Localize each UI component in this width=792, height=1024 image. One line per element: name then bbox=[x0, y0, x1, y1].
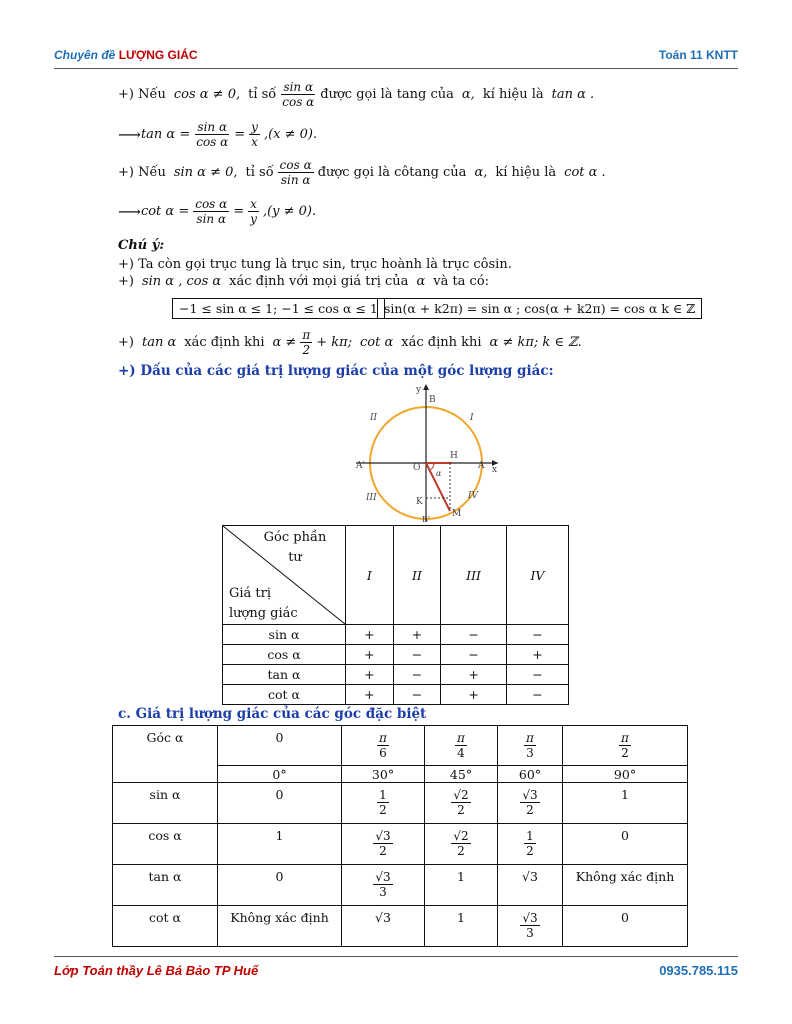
numerator: π bbox=[526, 731, 534, 745]
note-line-1: +) Ta còn gọi trục tung là trục sin, trục hoành là trục côsin. bbox=[118, 257, 512, 272]
fraction bbox=[278, 158, 314, 187]
row-label: sin α bbox=[113, 783, 218, 824]
rad-cell bbox=[425, 726, 498, 766]
cot-formula-line bbox=[118, 197, 316, 226]
denominator: cos α bbox=[282, 95, 315, 109]
sign-cell: − bbox=[393, 665, 441, 685]
denominator: y bbox=[250, 212, 257, 226]
quadrant-header: II bbox=[393, 526, 441, 625]
math: sin α ≠ 0, bbox=[173, 165, 238, 180]
numerator: π bbox=[379, 731, 387, 745]
table-row bbox=[113, 906, 688, 947]
deg-cell: 45° bbox=[425, 766, 498, 783]
math: = bbox=[233, 204, 245, 219]
header-prefix: Chuyên đề bbox=[54, 48, 116, 62]
math: tan α . bbox=[551, 87, 595, 102]
denominator: sin α bbox=[196, 212, 227, 226]
sign-cell: + bbox=[346, 665, 394, 685]
math: sin α , cos α bbox=[141, 274, 222, 289]
table-corner bbox=[223, 526, 346, 625]
numerator: 1 bbox=[379, 788, 387, 802]
table-row bbox=[113, 783, 688, 824]
math: cot α . bbox=[564, 165, 606, 180]
quadrant-2-label: II bbox=[370, 413, 378, 423]
value-cell: 0 bbox=[563, 824, 688, 865]
tan-definition-line bbox=[118, 80, 594, 109]
text: +) bbox=[118, 274, 134, 289]
numerator: √3 bbox=[375, 870, 391, 884]
numerator: π bbox=[457, 731, 465, 745]
numerator: π bbox=[621, 731, 629, 745]
math: α ≠ bbox=[272, 335, 297, 350]
table-row bbox=[113, 726, 688, 766]
page-header bbox=[54, 46, 738, 69]
text: tỉ số bbox=[245, 165, 274, 180]
text: tỉ số bbox=[248, 87, 277, 102]
text: +) bbox=[118, 335, 134, 350]
denominator: 3 bbox=[526, 746, 534, 760]
fraction bbox=[451, 829, 470, 858]
fraction bbox=[524, 731, 536, 760]
footer-right: 0935.785.115 bbox=[659, 963, 738, 978]
math: tan α = bbox=[140, 127, 191, 142]
arrow-icon: ⟶ bbox=[118, 125, 141, 144]
value-cell bbox=[342, 783, 425, 824]
value-cell: 0 bbox=[218, 865, 342, 906]
angle-header: Góc α bbox=[113, 726, 218, 783]
corner-bottom: Giá trị lượng giác bbox=[229, 586, 298, 621]
row-label: tan α bbox=[223, 665, 346, 685]
fraction bbox=[300, 328, 312, 357]
math: = bbox=[234, 127, 246, 142]
table-row bbox=[223, 685, 569, 705]
table-row bbox=[223, 665, 569, 685]
domain-line bbox=[118, 328, 582, 357]
value-cell: 1 bbox=[218, 824, 342, 865]
math: cos α ≠ 0, bbox=[173, 87, 241, 102]
row-label: cot α bbox=[113, 906, 218, 947]
denominator: 2 bbox=[379, 803, 387, 817]
tan-formula-line bbox=[118, 120, 317, 149]
footer-left: Lớp Toán thầy Lê Bá Bảo TP Huế bbox=[54, 963, 259, 978]
math: α, bbox=[461, 87, 475, 102]
fraction bbox=[248, 197, 259, 226]
cot-definition-line bbox=[118, 158, 606, 187]
unit-circle-figure bbox=[352, 380, 502, 525]
fraction bbox=[619, 731, 631, 760]
fraction bbox=[520, 788, 539, 817]
value-cell bbox=[498, 824, 563, 865]
table-row bbox=[223, 645, 569, 665]
sign-cell: + bbox=[346, 685, 394, 705]
denominator: x bbox=[251, 135, 258, 149]
numerator: √2 bbox=[453, 829, 469, 843]
denominator: 2 bbox=[457, 844, 465, 858]
deg-cell: 30° bbox=[342, 766, 425, 783]
math: + kπ; bbox=[316, 335, 353, 350]
value-cell bbox=[342, 824, 425, 865]
text: xác định với mọi giá trị của bbox=[229, 274, 409, 289]
math: α ≠ kπ; k ∈ ℤ. bbox=[489, 335, 582, 350]
numerator: y bbox=[251, 120, 258, 134]
math: tan α bbox=[141, 335, 177, 350]
numerator: √3 bbox=[522, 911, 538, 925]
value-cell: 1 bbox=[425, 865, 498, 906]
sign-cell: + bbox=[506, 645, 568, 665]
value-cell bbox=[342, 865, 425, 906]
periodicity-box: sin(α + k2π) = sin α ; cos(α + k2π) = cos α k ∈ ℤ bbox=[377, 298, 702, 319]
text: và ta có: bbox=[433, 274, 490, 289]
sign-cell: + bbox=[346, 645, 394, 665]
rad-cell bbox=[498, 726, 563, 766]
math: ,(x ≠ 0). bbox=[263, 127, 318, 142]
text: +) Nếu bbox=[118, 87, 166, 102]
fraction bbox=[193, 197, 229, 226]
math: α bbox=[416, 274, 426, 289]
sign-table bbox=[222, 525, 569, 705]
denominator: 3 bbox=[379, 885, 387, 899]
sign-cell: + bbox=[393, 625, 441, 645]
row-label: sin α bbox=[223, 625, 346, 645]
point-bp-label: B' bbox=[422, 515, 431, 524]
special-heading: c. Giá trị lượng giác của các góc đặc biệt bbox=[118, 706, 427, 722]
table-row bbox=[223, 625, 569, 645]
quadrant-4-label: IV bbox=[468, 491, 479, 501]
denominator: 4 bbox=[457, 746, 465, 760]
point-o-label: O bbox=[413, 463, 421, 473]
fraction bbox=[377, 731, 389, 760]
numerator: π bbox=[302, 328, 311, 342]
point-h-label: H bbox=[450, 451, 458, 461]
value-cell bbox=[498, 783, 563, 824]
value-cell bbox=[498, 906, 563, 947]
sign-cell: − bbox=[393, 685, 441, 705]
value-cell: 0 bbox=[563, 906, 688, 947]
table-row bbox=[113, 865, 688, 906]
denominator: cos α bbox=[196, 135, 229, 149]
fraction bbox=[249, 120, 260, 149]
denominator: 2 bbox=[526, 803, 534, 817]
value-cell: √3 bbox=[342, 906, 425, 947]
denominator: 6 bbox=[379, 746, 387, 760]
page-footer bbox=[54, 956, 738, 981]
y-axis-label: y bbox=[416, 385, 422, 395]
sign-cell: − bbox=[393, 645, 441, 665]
quadrant-header: IV bbox=[506, 526, 568, 625]
sign-heading: +) Dấu của các giá trị lượng giác của một góc lượng giác: bbox=[118, 363, 554, 379]
row-label: cos α bbox=[113, 824, 218, 865]
text: kí hiệu là bbox=[482, 87, 544, 102]
fraction bbox=[520, 911, 539, 940]
value-cell: 1 bbox=[563, 783, 688, 824]
deg-cell: 60° bbox=[498, 766, 563, 783]
value-cell: 0 bbox=[218, 783, 342, 824]
corner-top: Góc phần tư bbox=[263, 530, 327, 565]
fraction bbox=[373, 829, 392, 858]
point-ap-label: A' bbox=[356, 461, 365, 471]
arrow-icon: ⟶ bbox=[118, 202, 141, 221]
special-values-table bbox=[112, 725, 688, 947]
numerator: sin α bbox=[197, 120, 228, 134]
fraction bbox=[194, 120, 230, 149]
sign-cell: + bbox=[441, 685, 507, 705]
sign-cell: + bbox=[441, 665, 507, 685]
sign-cell: − bbox=[506, 685, 568, 705]
numerator: √2 bbox=[453, 788, 469, 802]
sign-cell: + bbox=[346, 625, 394, 645]
value-cell: Không xác định bbox=[563, 865, 688, 906]
sign-cell: − bbox=[506, 625, 568, 645]
header-right: Toán 11 KNTT bbox=[658, 48, 738, 62]
numerator: 1 bbox=[526, 829, 534, 843]
fraction bbox=[455, 731, 467, 760]
text: xác định khi bbox=[184, 335, 265, 350]
value-cell bbox=[425, 783, 498, 824]
numerator: cos α bbox=[279, 158, 312, 172]
deg-cell: 0° bbox=[218, 766, 342, 783]
math: cot α = bbox=[140, 204, 190, 219]
header-left bbox=[54, 48, 198, 62]
value-cell: Không xác định bbox=[218, 906, 342, 947]
row-label: cos α bbox=[223, 645, 346, 665]
table-row bbox=[113, 824, 688, 865]
point-k-label: K bbox=[416, 497, 423, 507]
sign-cell: − bbox=[506, 665, 568, 685]
sign-cell: − bbox=[441, 625, 507, 645]
fraction bbox=[377, 788, 389, 817]
quadrant-header: III bbox=[441, 526, 507, 625]
point-m-label: M bbox=[452, 509, 462, 519]
deg-cell: 90° bbox=[563, 766, 688, 783]
row-label: tan α bbox=[113, 865, 218, 906]
value-cell bbox=[425, 824, 498, 865]
text: được gọi là côtang của bbox=[317, 165, 467, 180]
denominator: sin α bbox=[280, 173, 311, 187]
text: được gọi là tang của bbox=[320, 87, 454, 102]
point-b-label: B bbox=[429, 395, 436, 405]
rad-cell: 0 bbox=[218, 726, 342, 766]
rad-cell bbox=[342, 726, 425, 766]
fraction bbox=[524, 829, 536, 858]
x-axis-label: x bbox=[492, 465, 498, 475]
fraction bbox=[373, 870, 392, 899]
denominator: 2 bbox=[379, 844, 387, 858]
row-label: cot α bbox=[223, 685, 346, 705]
text: xác định khi bbox=[401, 335, 482, 350]
denominator: 2 bbox=[302, 343, 311, 357]
denominator: 2 bbox=[457, 803, 465, 817]
numerator: sin α bbox=[283, 80, 314, 94]
note-title: Chú ý: bbox=[118, 238, 165, 253]
fraction bbox=[451, 788, 470, 817]
range-box: −1 ≤ sin α ≤ 1; −1 ≤ cos α ≤ 1 bbox=[172, 298, 385, 319]
denominator: 2 bbox=[621, 746, 629, 760]
value-cell: √3 bbox=[498, 865, 563, 906]
numerator: √3 bbox=[522, 788, 538, 802]
fraction bbox=[280, 80, 316, 109]
alpha-label: α bbox=[436, 469, 442, 478]
denominator: 2 bbox=[526, 844, 534, 858]
sign-cell: − bbox=[441, 645, 507, 665]
header-topic: LƯỢNG GIÁC bbox=[118, 48, 198, 62]
y-arrow-icon bbox=[423, 384, 429, 390]
math: cot α bbox=[360, 335, 394, 350]
value-cell: 1 bbox=[425, 906, 498, 947]
text: +) Nếu bbox=[118, 165, 166, 180]
note-line-2 bbox=[118, 274, 489, 289]
quadrant-3-label: III bbox=[366, 493, 377, 503]
text: kí hiệu là bbox=[495, 165, 557, 180]
quadrant-1-label: I bbox=[470, 413, 474, 423]
angle-arc bbox=[430, 463, 434, 470]
numerator: √3 bbox=[375, 829, 391, 843]
numerator: cos α bbox=[195, 197, 228, 211]
math: ,(y ≠ 0). bbox=[262, 204, 317, 219]
denominator: 3 bbox=[526, 926, 534, 940]
quadrant-header: I bbox=[346, 526, 394, 625]
numerator: x bbox=[250, 197, 257, 211]
rad-cell bbox=[563, 726, 688, 766]
math: α, bbox=[474, 165, 488, 180]
point-a-label: A bbox=[478, 461, 485, 471]
